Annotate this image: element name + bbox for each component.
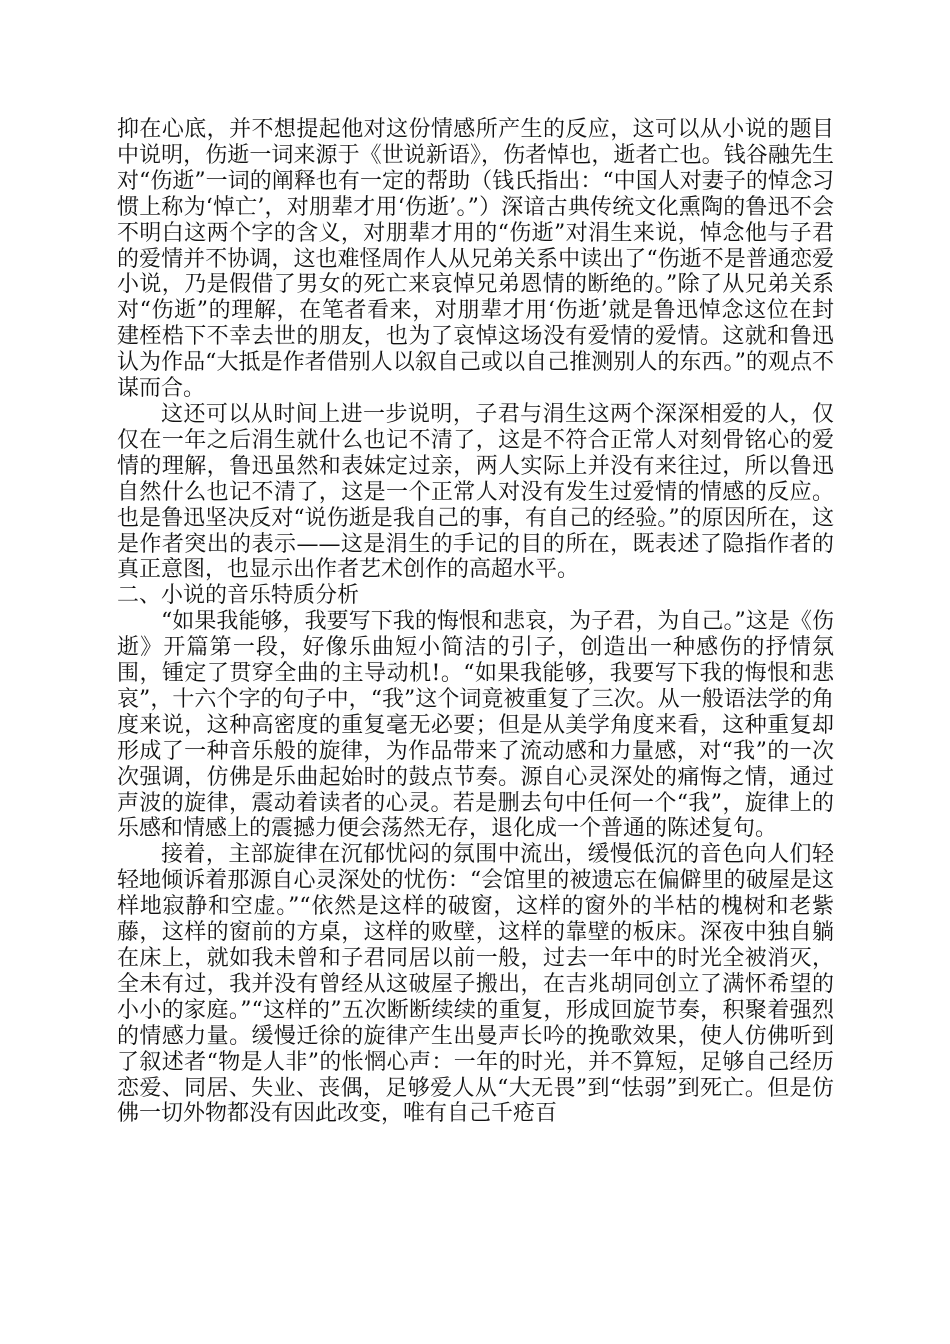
document-page (117, 117, 834, 1127)
paragraph-3: “如果我能够，我要写下我的悔恨和悲哀，为子君，为自己。”这是《伤逝》开篇第一段，好像乐曲短小简洁的引子，创造出一种感伤的抒情氛围，锺定了贯穿全曲的主导动机!。“如果我能够，我要写下我的悔恨和悲哀”，十六个字的句子中，“我”这个词竟被重复了三次。从一般语法学的角度来说，这种高密度的重复毫无必要；但是从美学角度来看，这种重复却形成了一种音乐般的旋律，为作品带来了流动感和力量感，对“我”的一次次强调，仿佛是乐曲起始时的鼓点节奏。源自心灵深处的痛悔之情，通过声波的旋律，震动着读者的心灵。若是删去句中任何一个“我”，旋律上的乐感和情感上的震撼力便会荡然无存，退化成一个普通的陈述复句。 (117, 609, 834, 842)
paragraph-2: 这还可以从时间上进一步说明，子君与涓生这两个深深相爱的人，仅仅在一年之后涓生就什么也记不清了，这是不符合正常人对刻骨铭心的爱情的理解，鲁迅虽然和表妹定过亲，两人实际上并没有来往过，所以鲁迅自然什么也记不清了，这是一个正常人对没有发生过爱情的情感的反应。也是鲁迅坚决反对“说伤逝是我自己的事，有自己的经验。”的原因所在，这是作者突出的表示——这是涓生的手记的目的所在，既表述了隐指作者的真正意图，也显示出作者艺术创作的高超水平。 (117, 401, 834, 583)
paragraph-1: 抑在心底，并不想提起他对这份情感所产生的反应，这可以从小说的题目中说明，伤逝一词来源于《世说新语》，伤者悼也，逝者亡也。钱谷融先生对“伤逝”一词的阐释也有一定的帮助（钱氏指出：“中国人对妻子的悼念习惯上称为‘悼亡’，对朋辈才用‘伤逝’。”）深谙古典传统文化熏陶的鲁迅不会不明白这两个字的含义，对朋辈才用的“伤逝”对涓生来说，悼念他与子君的爱情并不协调，这也难怪周作人从兄弟关系中读出了“伤逝不是普通恋爱小说，乃是假借了男女的死亡来哀悼兄弟恩情的断绝的。”除了从兄弟关系对“伤逝”的理解，在笔者看来，对朋辈才用‘伤逝’就是鲁迅悼念这位在封建桎梏下不幸去世的朋友，也为了哀悼这场没有爱情的爱情。这就和鲁迅认为作品“大抵是作者借别人以叙自己或以自己推测别人的东西。”的观点不谋而合。 (117, 117, 834, 402)
paragraph-4: 接着，主部旋律在沉郁忧闷的氛围中流出，缓慢低沉的音色向人们轻轻地倾诉着那源自心灵深处的忧伤：“会馆里的被遗忘在偏僻里的破屋是这样地寂静和空虚。”“依然是这样的破窗，这样的窗外的半枯的槐树和老紫藤，这样的窗前的方桌，这样的败壁，这样的靠壁的板床。深夜中独自躺在床上，就如我未曾和子君同居以前一般，过去一年中的时光全被消灭，全未有过，我并没有曾经从这破屋子搬出，在吉兆胡同创立了满怀希望的小小的家庭。”“这样的”五次断断续续的重复，形成回旋节奏，积聚着强烈的情感力量。缓慢迁徐的旋律产生出曼声长吟的挽歌效果，使人仿佛听到了叙述者“物是人非”的怅惘心声：一年的时光，并不算短，足够自己经历恋爱、同居、失业、丧偶，足够爱人从“大无畏”到“怯弱”到死亡。但是仿佛一切外物都没有因此改变，唯有自己千疮百 (117, 842, 834, 1127)
section-heading: 二、小说的音乐特质分析 (117, 583, 360, 609)
